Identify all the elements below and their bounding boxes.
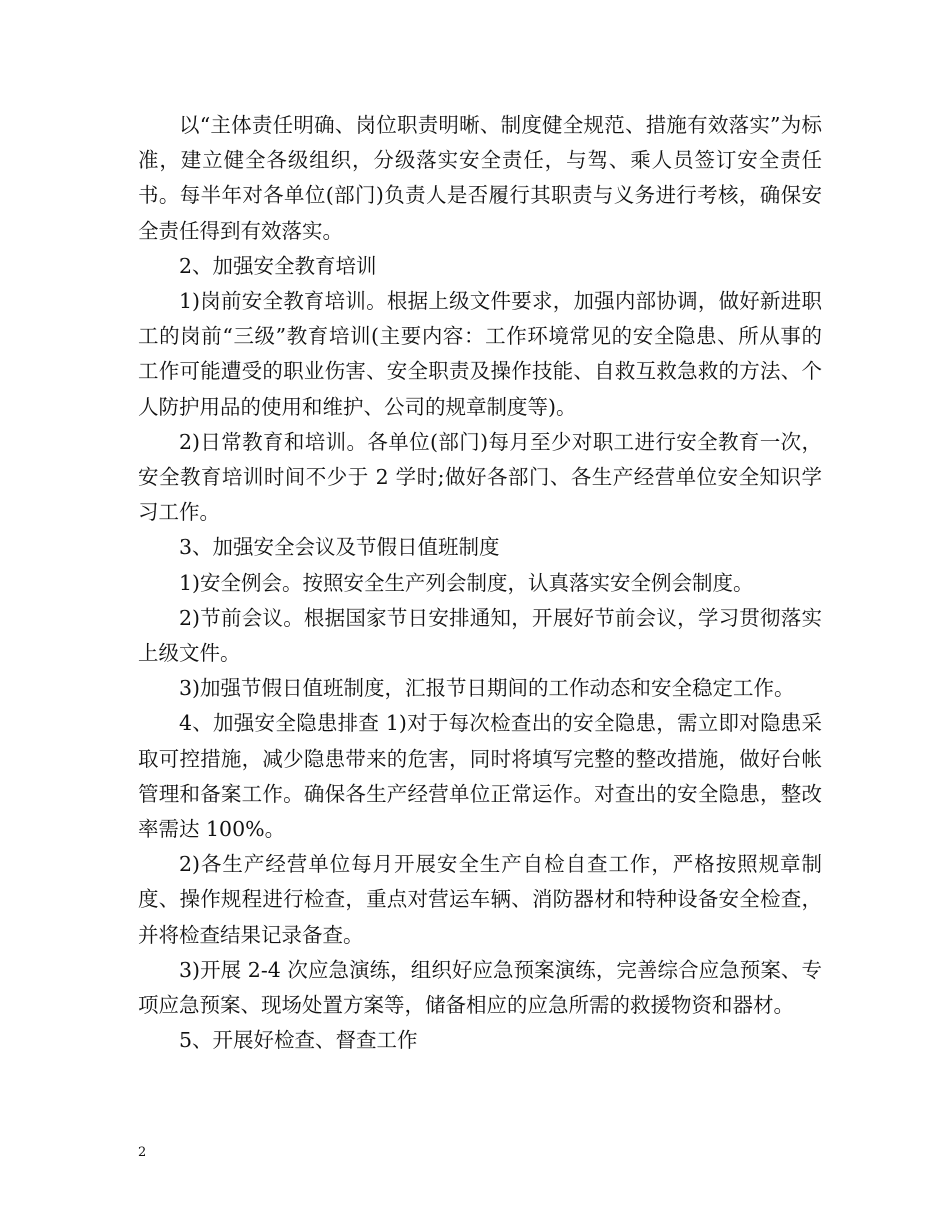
paragraph-8: 3)加强节假日值班制度，汇报节日期间的工作动态和安全稳定工作。 <box>179 676 795 701</box>
page-number: 2 <box>138 1145 147 1160</box>
paragraph-1: 以“主体责任明确、岗位职责明晰、制度健全规范、措施有效落实”为标准，建立健全各级组织，分级落实安全责任，与驾、乘人员签订安全责任书。每半年对各单位(部门)负责人是否履行其职责与义务进行考核，确保安全责任得到有效落实。 <box>138 113 822 243</box>
paragraph-4: 2)日常教育和培训。各单位(部门)每月至少对职工进行安全教育一次，安全教育培训时间不少于 2 学时;做好各部门、各生产经营单位安全知识学习工作。 <box>138 429 822 525</box>
document-body <box>138 108 822 1058</box>
paragraph-9: 4、加强安全隐患排查 1)对于每次检查出的安全隐患，需立即对隐患采取可控措施，减少隐患带来的危害，同时将填写完整的整改措施，做好台帐管理和备案工作。确保各生产经营单位正常运作。对查出的安全隐患，整改率需达 100%。 <box>138 711 822 842</box>
paragraph-5: 3、加强安全会议及节假日值班制度 <box>179 535 500 560</box>
paragraph-7: 2)节前会议。根据国家节日安排通知，开展好节前会议，学习贯彻落实上级文件。 <box>138 605 822 666</box>
paragraph-11: 3)开展 2-4 次应急演练，组织好应急预案演练，完善综合应急预案、专项应急预案、现场处置方案等，储备相应的应急所需的救援物资和器材。 <box>138 957 822 1018</box>
paragraph-12: 5、开展好检查、督查工作 <box>179 1028 418 1053</box>
paragraph-2: 2、加强安全教育培训 <box>179 253 377 278</box>
paragraph-3: 1)岗前安全教育培训。根据上级文件要求，加强内部协调，做好新进职工的岗前“三级”教育培训(主要内容：工作环境常见的安全隐患、所从事的工作可能遭受的职业伤害、安全职责及操作技能、自救互救急救的方法、个人防护用品的使用和维护、公司的规章制度等)。 <box>138 289 822 419</box>
paragraph-10: 2)各生产经营单位每月开展安全生产自检自查工作，严格按照规章制度、操作规程进行检查，重点对营运车辆、消防器材和特种设备安全检查，并将检查结果记录备查。 <box>138 852 822 947</box>
paragraph-6: 1)安全例会。按照安全生产列会制度，认真落实安全例会制度。 <box>179 570 754 595</box>
